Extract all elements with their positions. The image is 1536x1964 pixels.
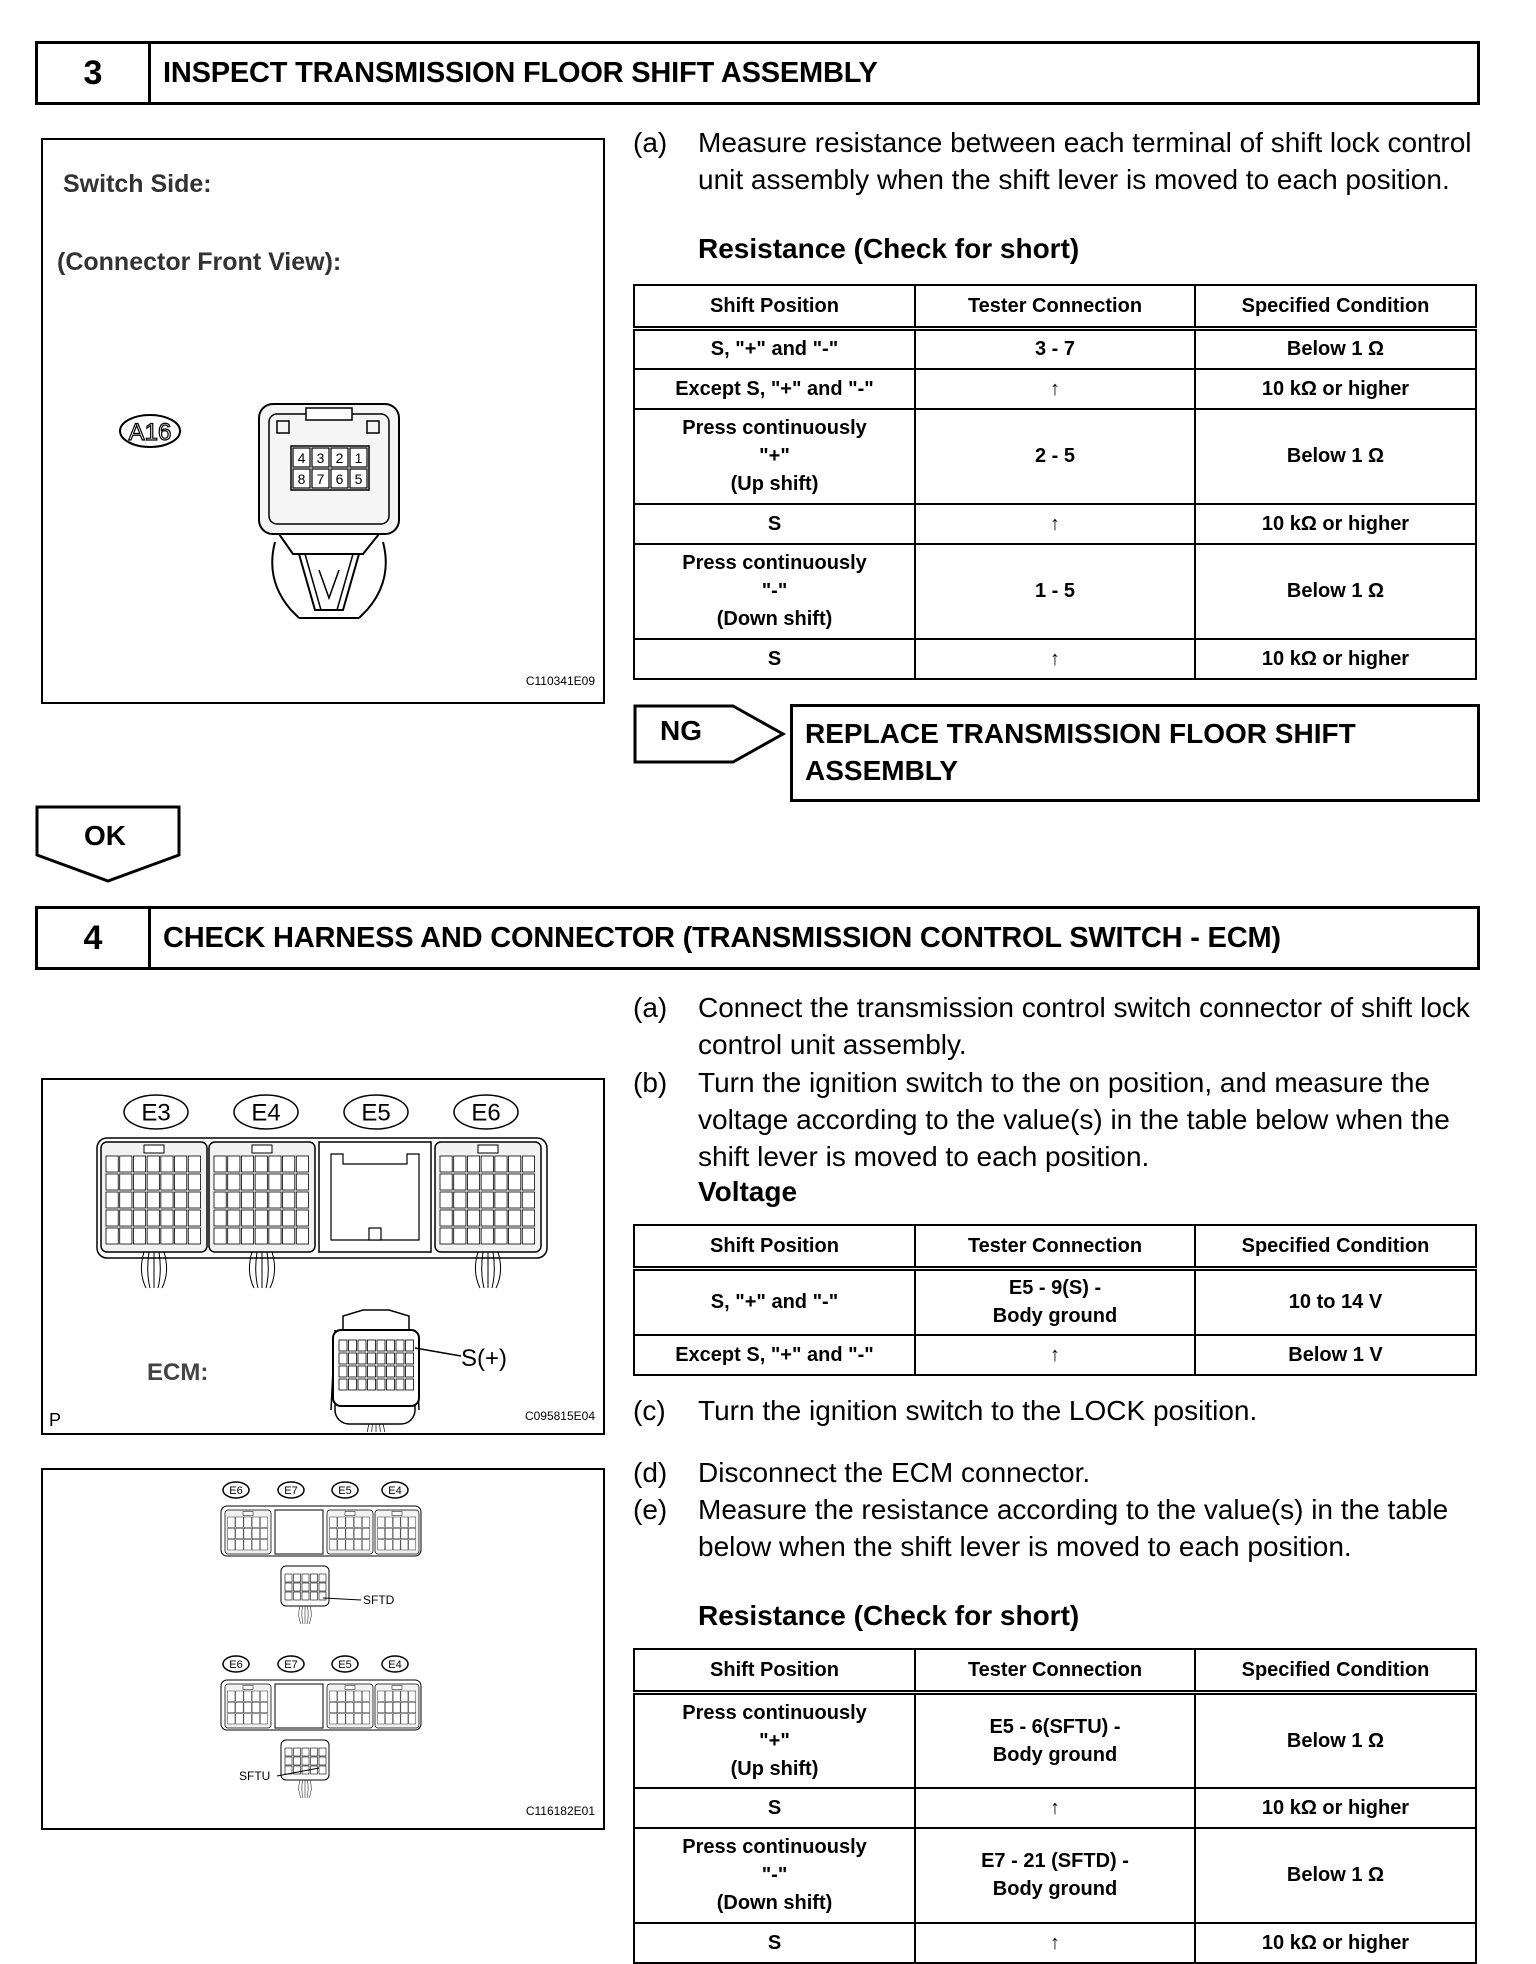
- connector-id: E7: [284, 1658, 298, 1671]
- ng-action-text: REPLACE TRANSMISSION FLOOR SHIFT ASSEMBLY: [805, 718, 1356, 786]
- step-number: 3: [38, 44, 151, 102]
- a16-connector-drawing: [43, 140, 603, 700]
- table-row: [634, 639, 1476, 679]
- step4-instruction-b: [633, 1064, 1473, 1176]
- step-4-header: [35, 906, 1480, 970]
- table-row: [634, 1923, 1476, 1963]
- connector-id: E5: [361, 1099, 391, 1127]
- ng-arrow: [633, 704, 793, 766]
- table-row: [634, 1335, 1476, 1375]
- cell-shift-position: S: [634, 504, 915, 544]
- cell-specified-condition: Below 1 Ω: [1195, 1828, 1476, 1923]
- step-title: CHECK HARNESS AND CONNECTOR (TRANSMISSION CONTROL SWITCH - ECM): [163, 921, 1281, 954]
- connector-id: E4: [388, 1484, 402, 1497]
- cell-shift-position: Press continuously "-" (Down shift): [634, 1828, 915, 1923]
- cell-shift-position: S: [634, 1923, 915, 1963]
- pin-number: 8: [297, 471, 306, 487]
- step-title: INSPECT TRANSMISSION FLOOR SHIFT ASSEMBLY: [163, 56, 878, 89]
- sft-connector-figure: [41, 1468, 605, 1830]
- pin-number: 6: [335, 471, 344, 487]
- cell-specified-condition: 10 kΩ or higher: [1195, 1788, 1476, 1828]
- table-row: [634, 369, 1476, 409]
- instruction-text: Connect the transmission control switch connector of shift lock control unit assembly.: [698, 992, 1470, 1060]
- pin-grid: [291, 446, 369, 490]
- instruction-label: (b): [633, 1067, 668, 1098]
- cell-shift-position: Except S, "+" and "-": [634, 369, 915, 409]
- cell-specified-condition: Below 1 Ω: [1195, 329, 1476, 369]
- instruction-text: Measure resistance between each terminal of shift lock control unit assembly when the shift lever is moved to each position.: [698, 127, 1472, 195]
- connector-view-label: (Connector Front View):: [57, 248, 342, 276]
- table-row: [634, 1828, 1476, 1923]
- cell-shift-position: Except S, "+" and "-": [634, 1335, 915, 1375]
- connector-id: E4: [388, 1658, 402, 1671]
- connector-id: A16: [128, 419, 172, 446]
- cell-shift-position: Press continuously "-" (Down shift): [634, 544, 915, 639]
- resistance-table: [633, 1648, 1477, 1964]
- cell-tester-connection: E7 - 21 (SFTD) - Body ground: [915, 1828, 1195, 1923]
- sft-connectors-drawing: [43, 1470, 603, 1828]
- cell-shift-position: S, "+" and "-": [634, 1269, 915, 1335]
- figure-code: C116182E01: [525, 1804, 595, 1818]
- ecm-label: ECM:: [147, 1359, 209, 1386]
- step4-instruction-a: [633, 989, 1473, 1064]
- connector-id: E3: [141, 1099, 171, 1127]
- figure-code: C110341E09: [525, 674, 595, 688]
- connector-id: E7: [284, 1484, 298, 1497]
- step-3-header: [35, 41, 1480, 105]
- ng-label: NG: [660, 715, 702, 746]
- table-row: [634, 1693, 1476, 1788]
- instruction-label: (a): [633, 127, 668, 158]
- sftu-label: SFTU: [239, 1769, 271, 1783]
- corner-mark: P: [49, 1410, 62, 1430]
- instruction-label: (d): [633, 1457, 668, 1488]
- pin-number: 3: [316, 450, 325, 466]
- cell-shift-position: S, "+" and "-": [634, 329, 915, 369]
- pin-label: S(+): [461, 1345, 508, 1372]
- table-row: [634, 409, 1476, 504]
- cell-specified-condition: 10 to 14 V: [1195, 1269, 1476, 1335]
- instruction-text: Turn the ignition switch to the on position, and measure the voltage according to the value(s) in the table below when the shift lever is moved to each position.: [698, 1067, 1450, 1172]
- cell-tester-connection: ↑: [915, 369, 1195, 409]
- step4-instruction-c: [633, 1392, 1473, 1429]
- step3-table-title: Resistance (Check for short): [698, 233, 1080, 264]
- cell-tester-connection: ↑: [915, 1788, 1195, 1828]
- ng-action-box: [790, 704, 1480, 802]
- cell-specified-condition: 10 kΩ or higher: [1195, 1923, 1476, 1963]
- header-specified-condition: Specified Condition: [1195, 1649, 1476, 1693]
- switch-side-label: Switch Side:: [63, 170, 212, 198]
- connector-id: E4: [251, 1099, 281, 1127]
- step-number: 4: [38, 909, 151, 967]
- header-shift-position: Shift Position: [634, 1225, 915, 1269]
- cell-shift-position: Press continuously "+" (Up shift): [634, 1693, 915, 1788]
- table-row: [634, 504, 1476, 544]
- figure-code: C095815E04: [524, 1409, 595, 1423]
- pin-number: 5: [354, 471, 363, 487]
- ok-label: OK: [84, 820, 126, 851]
- cell-tester-connection: 2 - 5: [915, 409, 1195, 504]
- instruction-label: (e): [633, 1494, 668, 1525]
- pin-number: 2: [335, 450, 344, 466]
- connector-id: E5: [338, 1484, 352, 1497]
- table-row: [634, 544, 1476, 639]
- ecm-connector-bank: [97, 1095, 547, 1288]
- pin-number: 1: [354, 450, 363, 466]
- sftd-label: SFTD: [363, 1593, 395, 1607]
- cell-specified-condition: 10 kΩ or higher: [1195, 369, 1476, 409]
- cell-tester-connection: ↑: [915, 639, 1195, 679]
- instruction-label: (c): [633, 1395, 666, 1426]
- pin-number: 7: [316, 471, 325, 487]
- ecm-connectors-drawing: [43, 1080, 603, 1432]
- header-tester-connection: Tester Connection: [915, 1649, 1195, 1693]
- cell-shift-position: Press continuously "+" (Up shift): [634, 409, 915, 504]
- ecm-connector-figure: [41, 1078, 605, 1435]
- cell-tester-connection: ↑: [915, 504, 1195, 544]
- cell-tester-connection: 3 - 7: [915, 329, 1195, 369]
- connector-id: E6: [229, 1484, 243, 1497]
- instruction-text: Measure the resistance according to the value(s) in the table below when the shift lever is moved to each position.: [698, 1494, 1449, 1562]
- cell-shift-position: S: [634, 639, 915, 679]
- header-specified-condition: Specified Condition: [1195, 285, 1476, 329]
- header-tester-connection: Tester Connection: [915, 1225, 1195, 1269]
- header-shift-position: Shift Position: [634, 285, 915, 329]
- cell-specified-condition: Below 1 Ω: [1195, 1693, 1476, 1788]
- voltage-table: [633, 1224, 1477, 1376]
- step4-instruction-e: [633, 1491, 1473, 1603]
- header-specified-condition: Specified Condition: [1195, 1225, 1476, 1269]
- instruction-text: Turn the ignition switch to the LOCK position.: [698, 1395, 1258, 1426]
- header-shift-position: Shift Position: [634, 1649, 915, 1693]
- table-row: [634, 1269, 1476, 1335]
- cell-specified-condition: Below 1 V: [1195, 1335, 1476, 1375]
- connector-id: E5: [338, 1658, 352, 1671]
- cell-shift-position: S: [634, 1788, 915, 1828]
- cell-tester-connection: E5 - 6(SFTU) - Body ground: [915, 1693, 1195, 1788]
- connector-id: E6: [471, 1099, 501, 1127]
- table-row: [634, 1788, 1476, 1828]
- instruction-label: (a): [633, 992, 668, 1023]
- step3-instruction-a: [633, 124, 1473, 244]
- voltage-title: Voltage: [698, 1176, 798, 1207]
- instruction-text: Disconnect the ECM connector.: [698, 1457, 1091, 1488]
- step4-instruction-d: [633, 1454, 1473, 1491]
- switch-connector-figure: [41, 138, 605, 704]
- cell-tester-connection: ↑: [915, 1923, 1195, 1963]
- cell-specified-condition: 10 kΩ or higher: [1195, 639, 1476, 679]
- cell-specified-condition: 10 kΩ or higher: [1195, 504, 1476, 544]
- step3-resistance-table: [633, 284, 1477, 680]
- cell-tester-connection: E5 - 9(S) - Body ground: [915, 1269, 1195, 1335]
- cell-specified-condition: Below 1 Ω: [1195, 409, 1476, 504]
- resistance-title: Resistance (Check for short): [698, 1600, 1080, 1631]
- cell-tester-connection: ↑: [915, 1335, 1195, 1375]
- table-row: [634, 329, 1476, 369]
- cell-specified-condition: Below 1 Ω: [1195, 544, 1476, 639]
- connector-id: E6: [229, 1658, 243, 1671]
- cell-tester-connection: 1 - 5: [915, 544, 1195, 639]
- pin-number: 4: [297, 450, 306, 466]
- header-tester-connection: Tester Connection: [915, 285, 1195, 329]
